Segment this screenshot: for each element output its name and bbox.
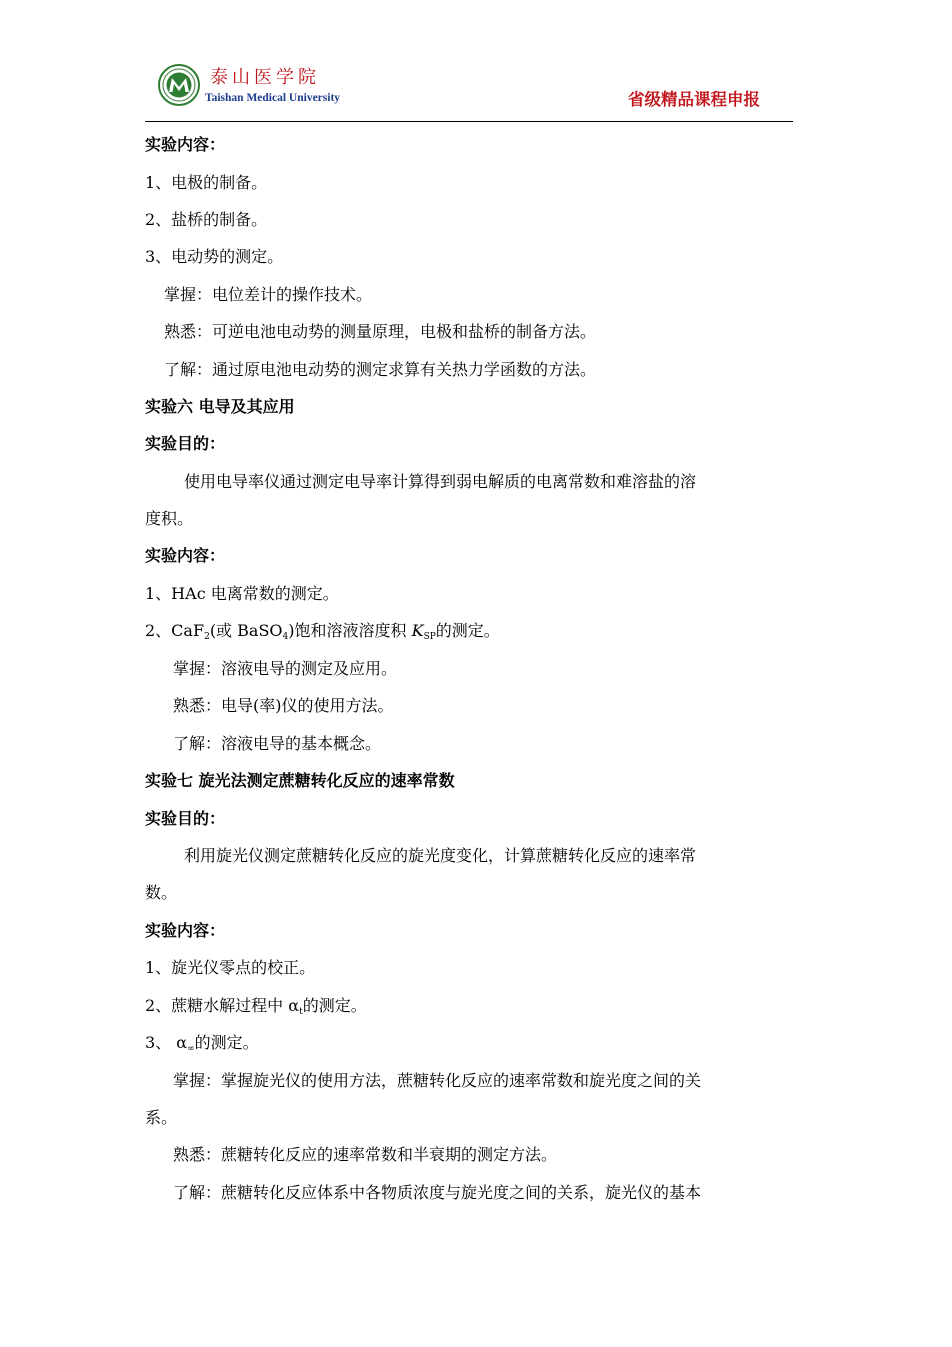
- requirement-master: 掌握：电位差计的操作技术。: [164, 285, 373, 304]
- section-heading: 实验目的：: [145, 434, 226, 453]
- university-emblem-icon: [158, 64, 200, 106]
- paragraph-line: 度积。: [145, 509, 194, 528]
- requirement-master: 掌握：掌握旋光仪的使用方法，蔗糖转化反应的速率常数和旋光度之间的关: [173, 1071, 702, 1090]
- requirement-understand: 了解：溶液电导的基本概念。: [173, 734, 382, 753]
- list-item: 2、盐桥的制备。: [145, 210, 268, 229]
- subscript: ∞: [187, 1044, 195, 1054]
- subscript: t: [299, 1007, 303, 1017]
- requirement-master: 掌握：溶液电导的测定及应用。: [173, 659, 398, 678]
- list-item: 1、旋光仪零点的校正。: [145, 958, 316, 977]
- requirement-familiar: 熟悉：电导(率)仪的使用方法。: [173, 696, 394, 715]
- subscript: 2: [204, 632, 210, 642]
- paragraph-line: 使用电导率仪通过测定电导率计算得到弱电解质的电离常数和难溶盐的溶: [184, 472, 697, 491]
- list-item-text: 2、CaF: [145, 621, 205, 640]
- subscript: 4: [282, 632, 289, 642]
- list-item-text: 2、蔗糖水解过程中 α: [145, 996, 300, 1015]
- list-item: [145, 995, 367, 1017]
- requirement-familiar: 熟悉：可逆电池电动势的测量原理，电极和盐桥的制备方法。: [164, 322, 597, 341]
- symbol: K: [411, 621, 424, 640]
- list-item: 1、HAc 电离常数的测定。: [145, 584, 339, 603]
- requirement-understand: 了解：通过原电池电动势的测定求算有关热力学函数的方法。: [164, 360, 597, 379]
- list-item-text: 的测定。: [194, 1033, 259, 1052]
- section-heading: 实验目的：: [145, 809, 226, 828]
- page-header: [0, 0, 952, 125]
- section-heading: 实验内容：: [145, 921, 226, 940]
- university-name-cn: 泰山医学院: [210, 67, 320, 88]
- list-item: 1、电极的制备。: [145, 173, 268, 192]
- university-name-en: Taishan Medical University: [205, 92, 341, 104]
- list-item-text: 的测定。: [435, 621, 500, 640]
- list-item: 3、电动势的测定。: [145, 247, 284, 266]
- list-item-text: 3、 α: [145, 1033, 188, 1052]
- experiment-title: 实验六 电导及其应用: [145, 397, 295, 416]
- list-item-text: 的测定。: [302, 996, 367, 1015]
- subscript: SP: [423, 632, 436, 642]
- list-item-text: )饱和溶液溶度积: [288, 621, 412, 640]
- list-item-text: (或 BaSO: [209, 621, 283, 640]
- list-item: [145, 620, 500, 642]
- experiment-title: 实验七 旋光法测定蔗糖转化反应的速率常数: [145, 771, 455, 790]
- requirement-familiar: 熟悉：蔗糖转化反应的速率常数和半衰期的测定方法。: [173, 1145, 558, 1164]
- header-divider: [145, 121, 793, 122]
- requirement-understand: 了解：蔗糖转化反应体系中各物质浓度与旋光度之间的关系，旋光仪的基本: [173, 1183, 702, 1202]
- course-tag: 省级精品课程申报: [628, 90, 760, 109]
- paragraph-line: 系。: [145, 1108, 178, 1127]
- paragraph-line: 数。: [145, 883, 178, 902]
- paragraph-line: 利用旋光仪测定蔗糖转化反应的旋光度变化，计算蔗糖转化反应的速率常: [184, 846, 697, 865]
- list-item: [145, 1032, 259, 1054]
- section-heading: 实验内容：: [145, 135, 226, 154]
- section-heading: 实验内容：: [145, 546, 226, 565]
